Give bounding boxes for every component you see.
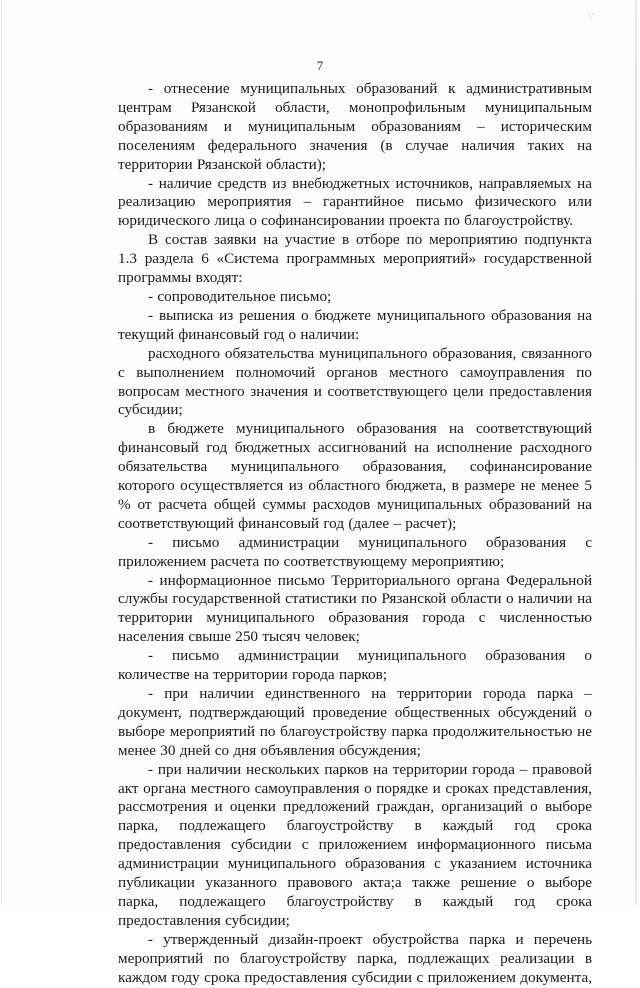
paragraph: - информационное письмо Территориального органа Федеральной службы государственной статистики по Рязанской области о наличии на территории муниципального образования города с численностью населения свыше 250 тысяч человек; [118,571,592,646]
paragraph: в бюджете муниципального образования на соответствующий финансовый год бюджетных ассигнований на исполнение расходного обязательства муниципального образования, софинансирование которого осуществляется из областного бюджета, в размере не менее 5 % от расчета общей суммы расходов муниципальных образований на соответствующий финансовый год (далее – расчет); [118,420,592,532]
scan-corner-mark: ∵ [588,12,594,22]
scan-edge-left [1,0,2,905]
paragraph: - письмо администрации муниципального образования с приложением расчета по соответствующему мероприятию; [118,533,592,570]
paragraph: - сопроводительное письмо; [148,287,332,305]
paragraph: - отнесение муниципальных образований к административным центрам Рязанской области, монопрофильным муниципальным образованиям и муниципальным образованиям – историческим поселениям федерального значения (в случае наличия таких на территории Рязанской области); [118,80,592,173]
paragraph: - при наличии нескольких парков на территории города – правовой акт органа местного самоуправления о порядке и сроках представления, рассмотрения и оценки предложений граждан, организаций о выборе парка, подлежащего благоустройству в каждый год срока предоставления субсидии с приложением информационного письма администрации муниципального образования с указанием источника публикации указанного правового акта;а также решение о выборе парка, подлежащего благоустройству в каждый год срока предоставления субсидии; [118,760,592,929]
paragraph: - при наличии единственного на территории города парка – документ, подтверждающий проведение общественных обсуждений о выборе мероприятий по благоустройству парка продолжительностью не менее 30 дней со дня объявления обсуждения; [118,685,592,759]
paragraph: - наличие средств из внебюджетных источников, направляемых на реализацию мероприятия – гарантийное письмо физического или юридического лица о софинансировании проекта по благоустройству. [118,174,592,230]
paragraph: - письмо администрации муниципального образования о количестве на территории города парков; [118,647,592,684]
document-body [118,80,592,988]
scan-edge-right [635,0,637,905]
paragraph: расходного обязательства муниципального образования, связанного с выполнением полномочий органов местного самоуправления по вопросам местного значения и соответствующего цели предоставления субсидии; [118,344,592,419]
paragraph: В состав заявки на участие в отборе по мероприятию подпункта 1.3 раздела 6 «Система программных мероприятий» государственной программы входят: [118,231,592,287]
paragraph: - выписка из решения о бюджете муниципального образования на текущий финансовый год о наличии: [118,306,592,343]
page-number: 7 [316,59,324,73]
paragraph: - утвержденный дизайн-проект обустройства парка и перечень мероприятий по благоустройству парка, подлежащих реализации в каждом году срока предоставления субсидии с приложением документа, [118,930,592,986]
